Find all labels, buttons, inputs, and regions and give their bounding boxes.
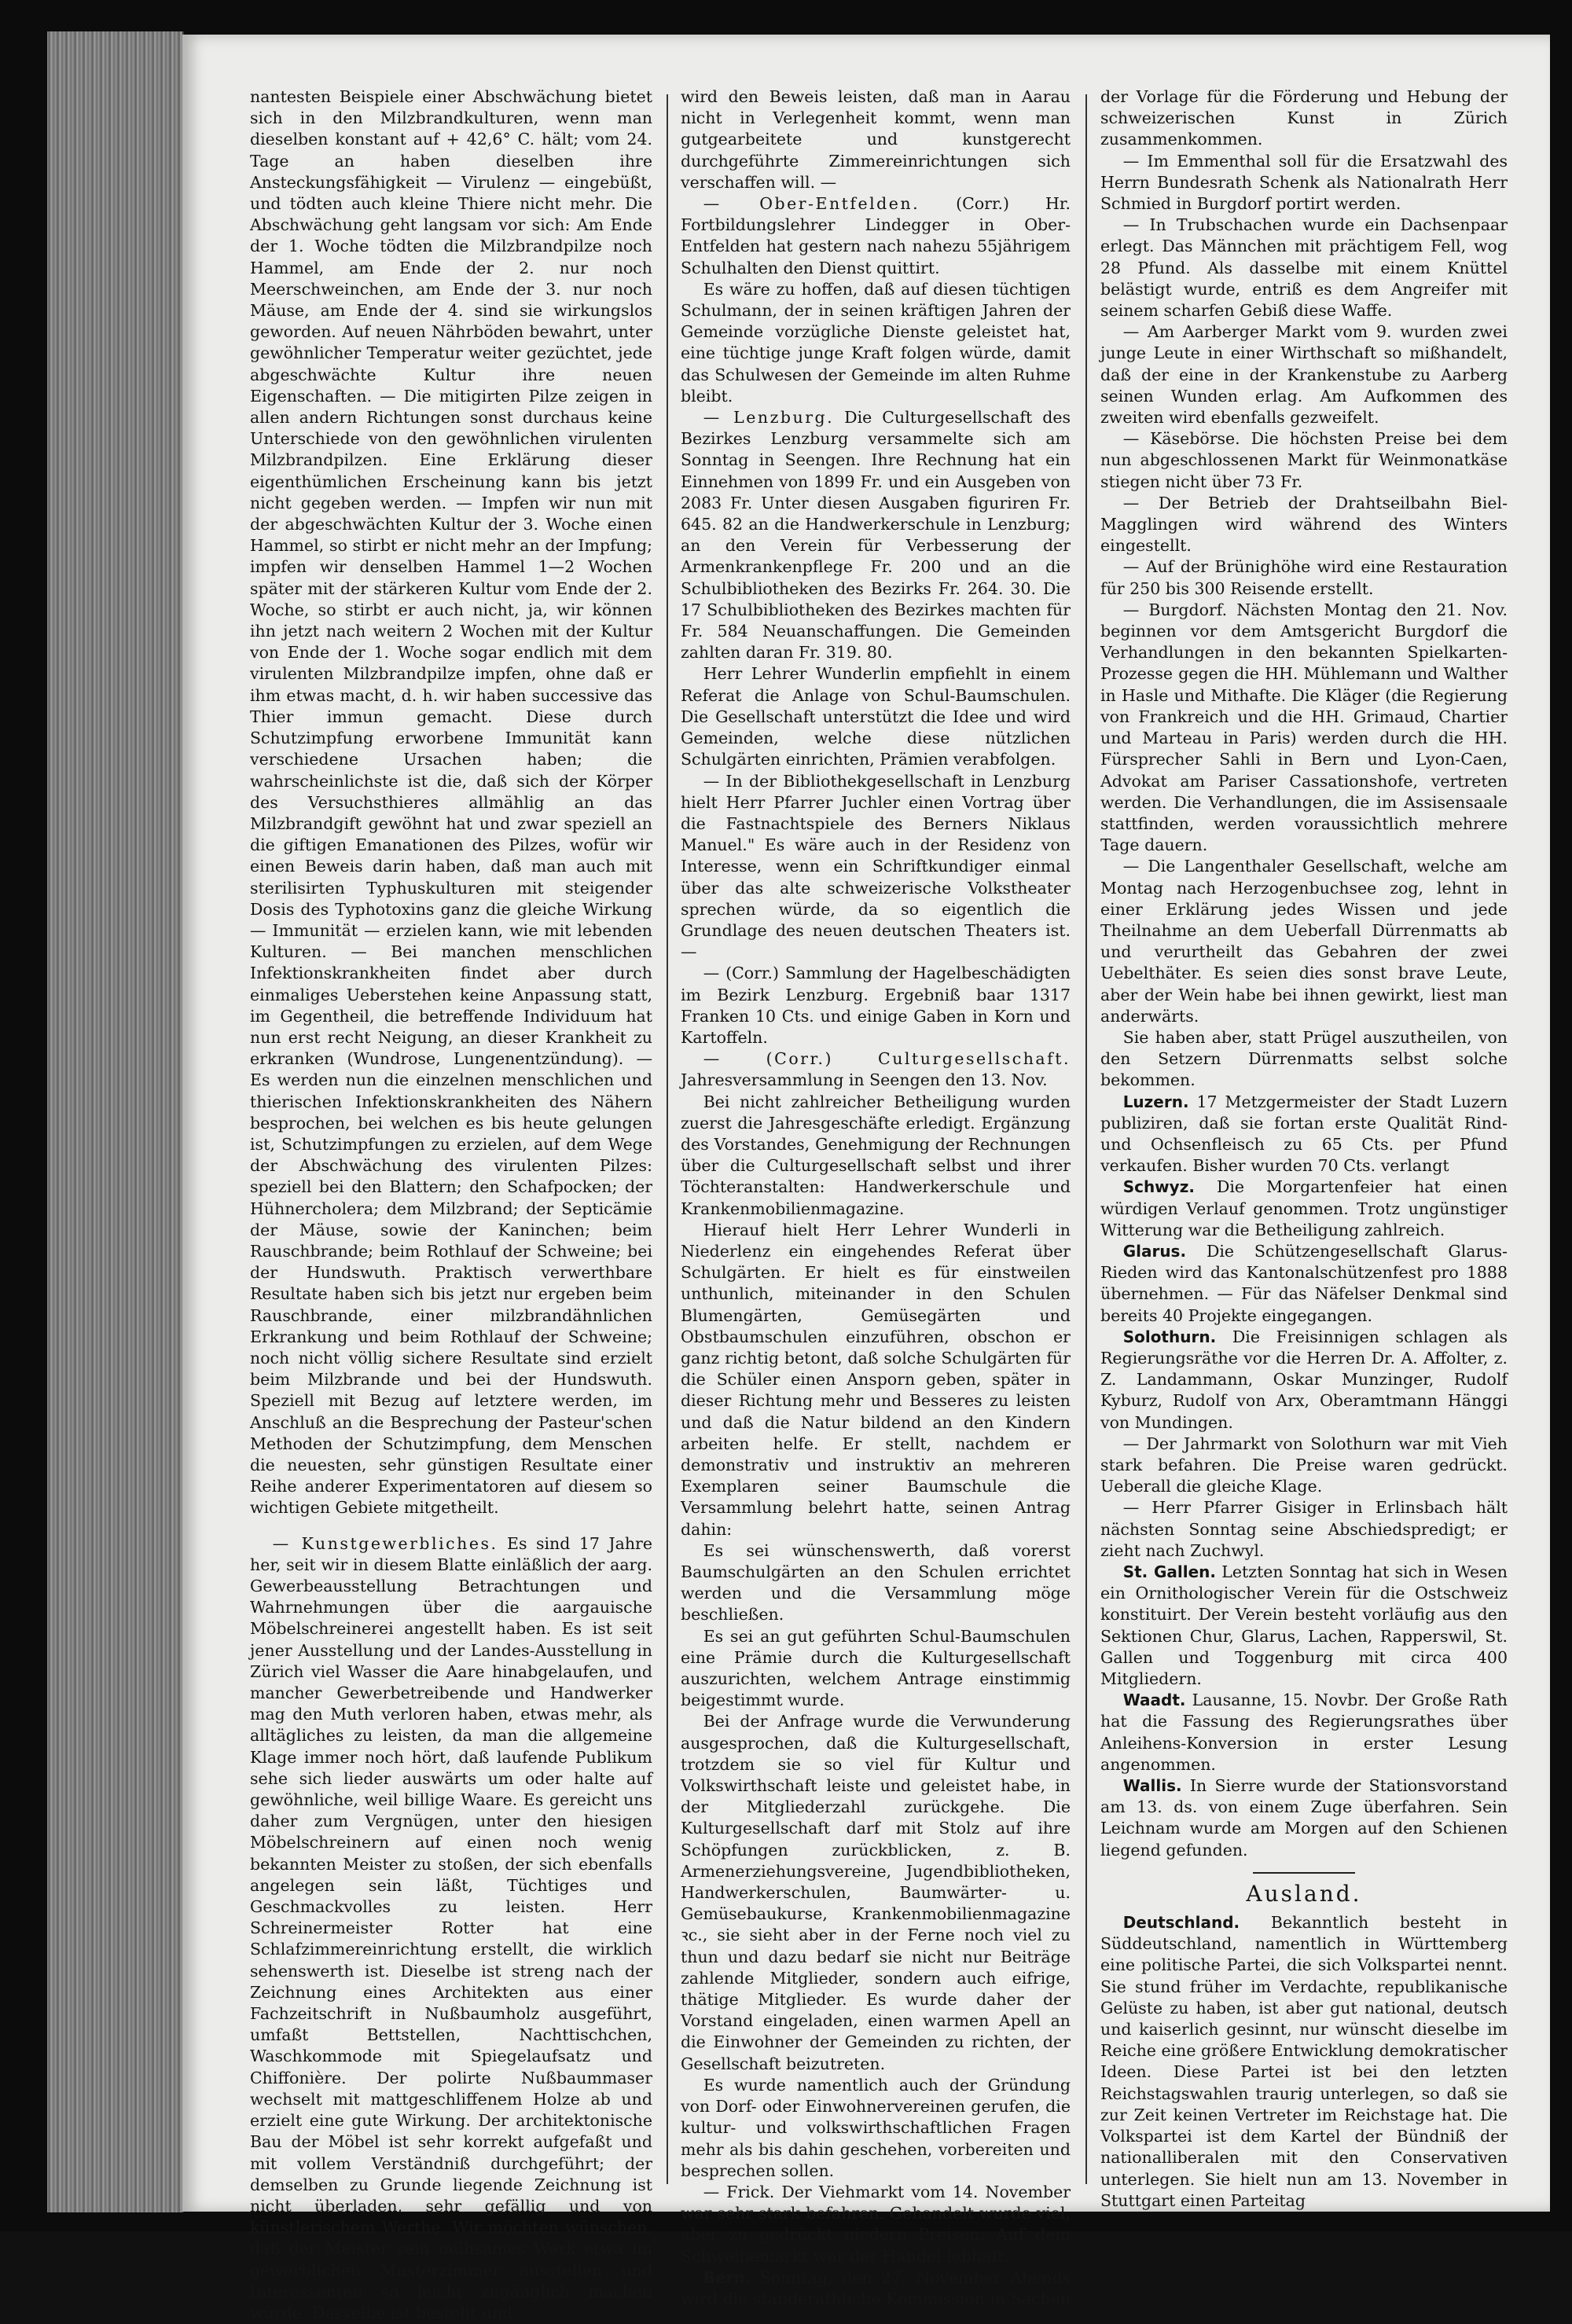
article-heading: — Ober-Entfelden. <box>703 194 920 214</box>
article-text: 17 Metzgermeister der Stadt Luzern publiziren, daß sie fortan erste Qualität Rind- und Ochsenfleisch zu 65 Cts. per Pfund verkaufen. Bisher wurden 70 Cts. verlangt <box>1100 1092 1508 1176</box>
column-2 <box>681 86 1071 2308</box>
article-text: Bekanntlich besteht in Süddeutschland, namentlich in Württemberg eine politische Partei, die sich Volkspartei nennt. Sie stund früher im Verdachte, republikanische Gelüste zu haben, ist aber gut national, deutsch und kaiserlich gesinnt, nur wünscht dieselbe im Reiche eine größere Entwicklung demokratischer Ideen. Diese Partei ist bei den letzten Reichstagswahlen traurig unterlegen, so daß sie zur Zeit keinen Vertreter im Reichstage hat. Die Volkspartei ist dem Kartel der Bündniß der nationalliberalen mit den Conservativen unterlegen. Sie hielt nun am 13. November in Stuttgart einen Parteitag <box>1100 1913 1508 2210</box>
article-text: Sonntag, den 27. November Abends wird die ständeräthliche Kommission in Sachen <box>681 2267 1071 2308</box>
article-text: (Corr.) Hr. Fortbildungslehrer Lindegger in Ober-Entfelden hat gestern nach nahezu 55jährigem Schulhalten den Dienst quittirt. <box>681 194 1071 277</box>
canton-heading: Wallis. <box>1122 1776 1182 1796</box>
article-text: — Der Jahrmarkt von Solothurn war mit Vieh stark befahren. Die Preise waren gedrückt. Ueberall die gleiche Klage. <box>1100 1434 1508 1496</box>
article-text: Die Freisinnigen schlagen als Regierungsräthe vor die Herren Dr. A. Affolter, z. Z. Landammann, Oskar Munzinger, Rudolf Kyburz, Rudolf von Arx, Oberamtmann Hänggi von Mundingen. <box>1100 1327 1508 1432</box>
article-text: — Im Emmenthal soll für die Ersatzwahl des Herrn Bundesrath Schenk als Nationalrath Herr Schmied in Burgdorf portirt werden. <box>1100 151 1508 214</box>
article-text: Lausanne, 15. Novbr. Der Große Rath hat die Fassung des Regierungsrathes über Anleihens-Konversion in erster Lesung angenommen. <box>1100 1691 1508 1774</box>
column-rule <box>667 94 668 2184</box>
article-paragraph <box>681 193 1071 279</box>
canton-heading: Glarus. <box>1122 1241 1187 1261</box>
article-text: — Herr Pfarrer Gisiger in Erlinsbach hält nächsten Sonntag seine Abschiedspredigt; er zieht nach Zuchwyl. <box>1100 1498 1508 1560</box>
article-paragraph <box>1100 1562 1508 1690</box>
article-text: Es wurde namentlich auch der Gründung von Dorf- oder Einwohnervereinen gerufen, die kultur- und volkswirthschaftlichen Fragen mehr als bis dahin geschehen, vorbereiten und besprechen sollen. <box>681 2075 1071 2180</box>
article-paragraph <box>1100 1092 1508 1177</box>
column-rule <box>1085 94 1087 2184</box>
column-3 <box>1100 86 1508 2210</box>
article-text: wird den Beweis leisten, daß man in Aarau nicht in Verlegenheit kommt, wenn man gutgearbeitete und kunstgerecht durchgeführte Zimmereinrichtungen sich verschaffen will. — <box>681 87 1071 192</box>
article-paragraph <box>250 1533 652 2324</box>
article-text: Die Schützengesellschaft Glarus-Rieden wird das Kantonalschützenfest pro 1888 übernehmen. — Für das Näfelser Denkmal sind bereits 40 Projekte eingegangen. <box>1100 1241 1508 1325</box>
article-text: Die Morgartenfeier hat einen würdigen Verlauf genommen. Trotz ungünstiger Witterung war die Betheiligung zahlreich. <box>1100 1177 1508 1239</box>
article-text: Letzten Sonntag hat sich in Wesen ein Ornithologischer Verein für die Ostschweiz konstituirt. Der Verein besteht vorläufig aus den Sektionen Chur, Glarus, Lachen, Rapperswil, St. Gallen und Toggenburg mit circa 400 Mitgliedern. <box>1100 1562 1508 1689</box>
article-text: — Käsebörse. Die höchsten Preise bei dem nun abgeschlossenen Markt für Weinmonatkäse stiegen nicht über 73 Fr. <box>1100 429 1508 491</box>
article-text: — Am Aarberger Markt vom 9. wurden zwei junge Leute in einer Wirthschaft so mißhandelt, daß der eine in der Krankenstube zu Aarberg seinen Wunden erlag. Am Aufkommen des zweiten wird ebenfalls gezweifelt. <box>1100 322 1508 428</box>
book-page-edges <box>47 31 184 2212</box>
article-text: Es wäre zu hoffen, daß auf diesen tüchtigen Schulmann, der in seinen kräftigen Jahren der Gemeinde vorzügliche Dienste geleistet hat, eine tüchtige junge Kraft folgen würde, damit das Schulwesen der Gemeinde im alten Ruhme bleibt. <box>681 279 1071 406</box>
article-text: Herr Lehrer Wunderlin empfiehlt in einem Referat die Anlage von Schul-Baumschulen. Die Gesellschaft unterstützt die Idee und wird Gemeinden, welche diese nützlichen Schulgärten einrichten, Prämien verabfolgen. <box>681 664 1071 769</box>
article-text: nantesten Beispiele einer Abschwächung bietet sich in den Milzbrandkulturen, wenn man dieselben konstant auf + 42,6° C. hält; vom 24. Tage an haben dieselben ihre Ansteckungsfähigkeit — Virulenz — eingebüßt, und tödten auch kleine Thiere nicht mehr. Die Abschwächung geht langsam vor sich: Am Ende der 1. Woche tödten die Milzbrandpilze noch Hammel, am Ende der 2. nur noch Meerschweinchen, am Ende der 3. nur noch Mäuse, am Ende der 4. sind sie wirkungslos geworden. Auf neuen Nährböden bewahrt, unter gewöhnlicher Temperatur weiter gezüchtet, jede abgeschwächte Kultur ihre neuen Eigenschaften. — Die mitigirten Pilze zeigen in allen andern Richtungen sonst durchaus keine Unterschiede von den gewöhnlichen virulenten Milzbrandpilzen. Eine Erklärung dieser eigenthümlichen Erscheinung kann bis jetzt nicht gegeben werden. — Impfen wir nun mit der abgeschwächten Kultur der 3. Woche einen Hammel, so stirbt er nicht mehr an der Impfung; impfen wir denselben Hammel 1—2 Wochen später mit der stärkeren Kultur vom Ende der 2. Woche, so stirbt er auch nicht, ja, wir können ihn jetzt nach weitern 2 Wochen mit der Kultur von Ende der 1. Woche sogar endlich mit dem virulenten Milzbrandpilze impfen, ohne daß er ihm etwas macht, d. h. wir haben successive das Thier immun gemacht. Diese durch Schutzimpfung erworbene Immunität kann verschiedene Ursachen haben; die wahrscheinlichste ist die, daß sich der Körper des Versuchsthieres allmählig an das Milzbrandgift gewöhnt hat und zwar speziell an die giftigen Emanationen des Pilzes, wofür wir einen Beweis darin haben, daß man auch mit sterilisirten Typhuskulturen mit steigender Dosis des Typhotoxins ganz die gleiche Wirkung — Immunität — erzielen kann, wie mit lebenden Kulturen. — Bei manchen menschlichen Infektionskrankheiten findet aber durch einmaliges Ueberstehen keine Anpassung statt, im Gegentheil, die betreffende Individuum hat nun erst recht Neigung, an dieser Krankheit zu erkranken (Wundrose, Lungenentzündung). — Es werden nun die einzelnen menschlichen und thierischen Infektionskrankheiten des Nähern besprochen, bei welchen es bis heute gelungen ist, Schutzimpfungen zu erzielen, auf dem Wege der Abschwächung des virulenten Pilzes: speziell bei den Blattern; den Schafpocken; der Hühnercholera; dem Milzbrand; der Septicämie der Mäuse, sowie der Kaninchen; beim Rauschbrande; beim Rothlauf der Schweine; bei der Hundswuth. Praktisch verwerthbare Resultate haben sich bis jetzt nur ergeben beim Rauschbrande, einer milzbrandähnlichen Erkrankung und beim Rothlauf der Schweine; noch nicht völlig sichere Resultate sind erzielt beim Milzbrande und bei der Hundswuth. Speziell mit Bezug auf letztere werden, im Anschluß an die Besprechung der Pasteur'schen Methoden der Schutzimpfung, dem Menschen die neuesten, sehr günstigen Resultate einer Reihe anderer Experimentatoren auf diesem so wichtigen Gebiete mitgetheilt. <box>250 87 652 1518</box>
article-heading: — (Corr.) Culturgesellschaft. <box>703 1049 1071 1069</box>
article-text: — (Corr.) Sammlung der Hagelbeschädigten im Bezirk Lenzburg. Ergebniß baar 1317 Franken 10 Cts. und einige Gaben in Korn und Kartoffeln. <box>681 964 1071 1047</box>
article-text: Jahresversammlung in Seengen den 13. Nov. <box>681 1070 1048 1090</box>
section-heading-ausland: Ausland. <box>1246 1880 1362 1907</box>
article-paragraph <box>1100 1177 1508 1241</box>
canton-heading: Schwyz. <box>1122 1177 1195 1197</box>
article-heading: — Lenzburg. <box>703 408 835 428</box>
article-text: — Die Langenthaler Gesellschaft, welche am Montag nach Herzogenbuchsee zog, lehnt in einer Erklärung jedes Wissen und jede Theilnahme an dem Ueberfall Dürrenmatts ab und verurtheilt das Gebahren der zwei Uebelthäter. Es seien dies sonst brave Leute, aber der Wein habe bei ihnen gewirkt, liest man anderwärts. <box>1100 857 1508 1026</box>
column-1 <box>250 86 652 2322</box>
article-text: — Frick. Der Viehmarkt vom 14. November war sehr stark befahren. Gehandelt wurde viel, aber zu gedrückt niedern Preisen. Auf dem Schweinemarkt war der Handel lebhaft. <box>681 2182 1071 2266</box>
country-heading: Deutschland. <box>1122 1913 1240 1933</box>
article-text: Es sei wünschenswerth, daß vorerst Baumschulgärten an den Schulen errichtet werden und die Versammlung möge beschließen. <box>681 1540 1071 1625</box>
article-text: Bei nicht zahlreicher Betheiligung wurden zuerst die Jahresgeschäfte erledigt. Ergänzung des Vorstandes, Genehmigung der Rechnungen über die Culturgesellschaft selbst und ihrer Töchteranstalten: Handwerkerschule und Krankenmobilienmagazine. <box>681 1092 1071 1218</box>
article-paragraph <box>1100 1775 1508 1861</box>
article-text: der Vorlage für die Förderung und Hebung der schweizerischen Kunst in Zürich zusammenkommen. <box>1100 87 1508 149</box>
article-paragraph <box>1100 1327 1508 1434</box>
article-paragraph <box>1100 1912 1508 2212</box>
article-text: — In Trubschachen wurde ein Dachsenpaar erlegt. Das Männchen mit prächtigem Fell, wog 28 Pfund. Als dasselbe mit einem Knüttel belästigt wurde, entriß es dem Angreifer mit seinem scharfen Gebiß diese Waffe. <box>1100 215 1508 321</box>
article-paragraph <box>1100 1690 1508 1775</box>
canton-heading: Luzern. <box>1122 1092 1189 1111</box>
article-paragraph <box>681 1048 1071 1091</box>
section-divider <box>1253 1872 1355 1874</box>
article-heading: — Kunstgewerbliches. <box>272 1533 498 1553</box>
article-text: In Sierre wurde der Stationsvorstand am 13. ds. von einem Zuge überfahren. Sein Leichnam wurde am Morgen auf den Schienen liegend gefunden. <box>1100 1776 1508 1860</box>
article-text: Sie haben aber, statt Prügel auszutheilen, von den Setzern Dürrenmatts selbst solche bekommen. <box>1100 1027 1508 1090</box>
article-text: Es sei an gut geführten Schul-Baumschulen eine Prämie durch die Kulturgesellschaft auszurichten, welchem Antrage einstimmig beigestimmt wurde. <box>681 1626 1071 1710</box>
article-paragraph <box>681 2267 1071 2310</box>
article-text: — Burgdorf. Nächsten Montag den 21. Nov. beginnen vor dem Amtsgericht Burgdorf die Verhandlungen in den bekannten Spielkarten-Prozesse gegen die HH. Mühlemann und Walther in Hasle und Mithafte. Die Kläger (die Regierung von Frankreich und die HH. Grimaud, Chartier und Marteau in Paris) werden durch die HH. Fürsprecher Sahli in Bern und Lyon-Caen, Advokat am Pariser Cassationshofe, vertreten werden. Die Verhandlungen, die im Assisensaale stattfinden, werden voraussichtlich mehrere Tage dauern. <box>1100 600 1508 855</box>
article-paragraph <box>681 407 1071 663</box>
article-text: — Der Betrieb der Drahtseilbahn Biel-Magglingen wird während des Winters eingestellt. <box>1100 493 1508 556</box>
article-text: — In der Bibliothekgesellschaft in Lenzburg hielt Herr Pfarrer Juchler einen Vortrag über die Fastnachtspiele des Berners Niklaus Manuel." Es wäre auch in der Residenz von Interesse, wenn ein Schriftkundiger einmal über das alte schweizerische Volkstheater sprechen würde, da so eigentlich die Grundlage des neuen deutschen Theaters ist. — <box>681 771 1071 962</box>
canton-heading: Solothurn. <box>1122 1327 1217 1346</box>
article-paragraph <box>1100 1241 1508 1327</box>
canton-heading: St. Gallen. <box>1122 1562 1216 1582</box>
article-text: Es sind 17 Jahre her, seit wir in diesem Blatte einläßlich der aarg. Gewerbeausstellung Betrachtungen und Wahrnehmungen über die aargauische Möbelschreinerei angestellt haben. Es ist seit jener Ausstellung und der Landes-Ausstellung in Zürich viel Wasser die Aare hinabgelaufen, und mancher Gewerbetreibende und Handwerker mag den Muth verloren haben, etwas mehr, als alltägliches zu leisten, da man die allgemeine Klage immer noch hört, daß laufende Publikum sehe sich lieder auswärts um oder halte auf gewöhnliche, weil billige Waare. Es gereicht uns daher zum Vergnügen, unter den hiesigen Möbelschreinern auf einen noch wenig bekannten Meister zu stoßen, der sich ebenfalls angelegen sein läßt, Tüchtiges und Geschmackvolles zu leisten. Herr Schreinermeister Rotter hat eine Schlafzimmereinrichtung erstellt, die wirklich sehenswerth ist. Dieselbe ist streng nach der Zeichnung eines Architekten aus einer Fachzeitschrift in Nußbaumholz ausgeführt, umfaßt Bettstellen, Nachttischchen, Waschkommode mit Spiegelaufsatz und Chiffonière. Der polirte Nußbaummaser wechselt mit mattgeschliffenem Holze ab und erzielt eine gute Wirkung. Der architektonische Bau der Möbel ist sehr korrekt aufgefaßt und mit vollem Verständniß durchgeführt; der demselben zu Grunde liegende Zeichnung ist nicht überladen, sehr gefällig und von künstlerischem Werthe. Wir möchten wünschen, daß der Meister sein mühsames Werk etwa im gewerblichen Musterzimmer ausstellen und Interessenten so leicht zugänglich machen würde. Dasselbe ist bestellt und <box>250 1533 652 2322</box>
article-text: — Auf der Brünighöhe wird eine Restauration für 250 bis 300 Reisende erstellt. <box>1100 557 1508 598</box>
article-text: Hierauf hielt Herr Lehrer Wunderli in Niederlenz ein eingehendes Referat über Schulgärten. Er hielt es für einstweilen unthunlich, miteinander in den Schulen Blumengärten, Gemüsegärten und Obstbaumschulen einzuführen, obschon er ganz richtig betont, daß solche Schulgärten für die Schüler einen Ansporn geben, später in dieser Richtung mehr und Besseres zu leisten und daß die Natur bildend an den Kindern arbeiten helfe. Er stellt, nachdem er demonstrativ und instruktiv an mehreren Exemplaren seiner Baumschule die Versammlung belehrt hatte, seinen Antrag dahin: <box>681 1220 1071 1539</box>
canton-heading: Bern. <box>703 2267 751 2287</box>
article-text: Die Culturgesellschaft des Bezirkes Lenzburg versammelte sich am Sonntag in Seengen. Ihre Rechnung hat ein Einnehmen von 1899 Fr. und ein Ausgeben von 2083 Fr. Unter diesen Ausgaben figuriren Fr. 645. 82 an die Handwerkerschule in Lenzburg; an den Verein für Verbesserung der Armenkrankenpflege Fr. 200 und an die Schulbibliotheken des Bezirks Fr. 264. 30. Die 17 Schulbibliotheken des Bezirkes machten für Fr. 584 Neuanschaffungen. Die Gemeinden zahlten daran Fr. 319. 80. <box>681 408 1071 663</box>
canton-heading: Waadt. <box>1122 1691 1186 1710</box>
article-text: Bei der Anfrage wurde die Verwunderung ausgesprochen, daß die Kulturgesellschaft, trotzdem sie so viel für Kultur und Volkswirthschaft leiste und geleistet habe, in der Mitgliederzahl zurückgehe. Die Kulturgesellschaft darf mit Stolz auf ihre Schöpfungen zurückblicken, z. B. Armenerziehungsvereine, Jugendbibliotheken, Handwerkerschulen, Baumwärter- u. Gemüsebaukurse, Krankenmobilienmagazine ꝛc., sie sieht aber in der Ferne noch viel zu thun und dazu bedarf sie nicht nur Beiträge zahlende Mitglieder, sondern auch eifrige, thätige Mitglieder. Es wurde daher der Vorstand eingeladen, einen warmen Apell an die Einwohner der Gemeinden zu richten, der Gesellschaft beizutreten. <box>681 1712 1071 2073</box>
